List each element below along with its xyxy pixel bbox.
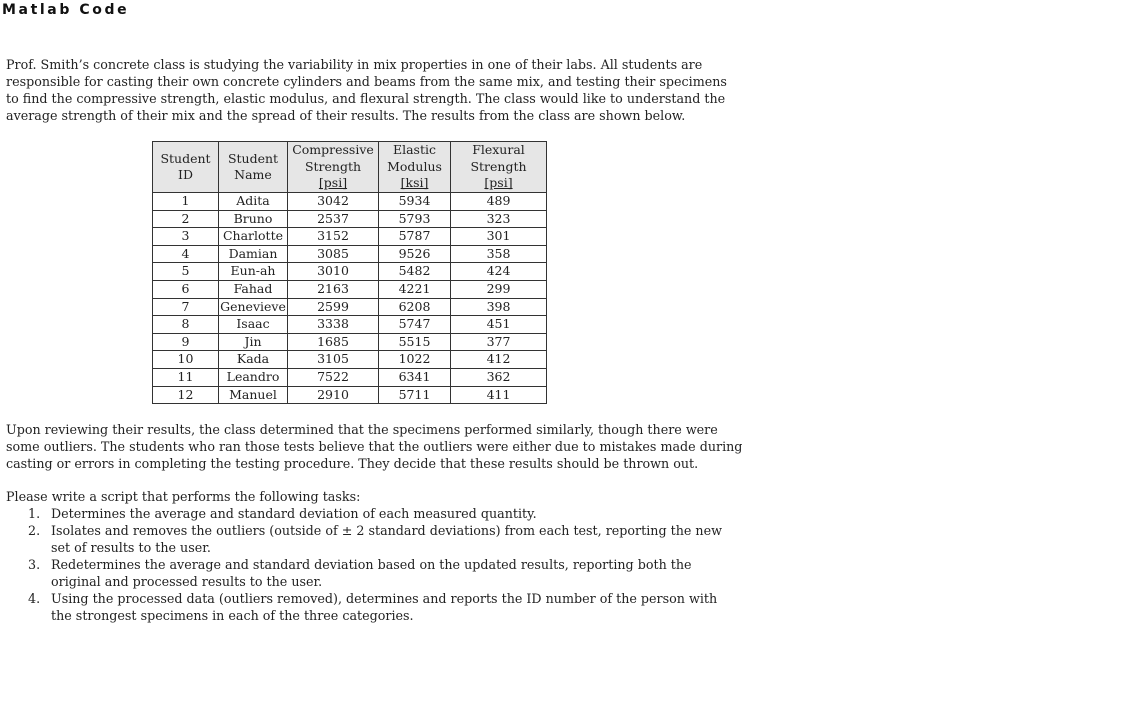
cell-flexural-strength: 398: [451, 298, 547, 316]
cell-compressive-strength: 3042: [288, 193, 379, 211]
header-student-name: Student Name: [219, 142, 288, 193]
intro-line: average strength of their mix and the spread of their results. The results from the class are shown below.: [6, 108, 686, 123]
task-item: [28, 522, 722, 556]
cell-compressive-strength: 2163: [288, 280, 379, 298]
cell-flexural-strength: 323: [451, 210, 547, 228]
cell-student-id: 9: [153, 333, 219, 351]
intro-line: to find the compressive strength, elastic modulus, and flexural strength. The class would like to understand the: [6, 91, 726, 106]
table-body: [153, 193, 547, 404]
cell-flexural-strength: 412: [451, 351, 547, 369]
cell-student-id: 5: [153, 263, 219, 281]
cell-student-name: Genevieve: [219, 298, 288, 316]
cell-elastic-modulus: 5711: [379, 386, 451, 404]
task-number: 1.: [28, 506, 41, 521]
cell-student-id: 3: [153, 228, 219, 246]
cell-compressive-strength: 3338: [288, 316, 379, 334]
cell-compressive-strength: 1685: [288, 333, 379, 351]
task-line: Determines the average and standard deviation of each measured quantity.: [51, 506, 537, 521]
table-row: [153, 245, 547, 263]
cell-student-name: Charlotte: [219, 228, 288, 246]
cell-flexural-strength: 411: [451, 386, 547, 404]
cell-student-name: Isaac: [219, 316, 288, 334]
task-number: 4.: [28, 591, 41, 606]
cell-elastic-modulus: 5747: [379, 316, 451, 334]
header-unit: [psi]: [318, 175, 348, 191]
cell-student-id: 10: [153, 351, 219, 369]
task-line: Redetermines the average and standard deviation based on the updated results, reporting both the: [51, 557, 692, 572]
task-number: 3.: [28, 557, 41, 572]
cell-student-id: 1: [153, 193, 219, 211]
cell-student-name: Eun-ah: [219, 263, 288, 281]
review-paragraph: [6, 421, 742, 472]
header-unit: [ksi]: [400, 175, 429, 191]
cell-student-name: Leandro: [219, 368, 288, 386]
cell-student-id: 7: [153, 298, 219, 316]
task-number: 2.: [28, 523, 41, 538]
cell-flexural-strength: 489: [451, 193, 547, 211]
cell-student-id: 8: [153, 316, 219, 334]
cell-student-name: Kada: [219, 351, 288, 369]
cell-elastic-modulus: 1022: [379, 351, 451, 369]
cell-compressive-strength: 3085: [288, 245, 379, 263]
task-line: Using the processed data (outliers removed), determines and reports the ID number of the person with: [51, 591, 718, 606]
cell-student-id: 12: [153, 386, 219, 404]
header-flexural-strength: Flexural Strength [psi]: [451, 142, 547, 193]
table-row: [153, 333, 547, 351]
task-text: [51, 522, 722, 556]
cell-elastic-modulus: 5793: [379, 210, 451, 228]
cell-flexural-strength: 377: [451, 333, 547, 351]
cell-elastic-modulus: 9526: [379, 245, 451, 263]
table-row: [153, 386, 547, 404]
cell-elastic-modulus: 6208: [379, 298, 451, 316]
table-row: [153, 351, 547, 369]
task-list: [28, 505, 722, 624]
tasks-intro: Please write a script that performs the following tasks:: [6, 489, 361, 504]
review-line: Upon reviewing their results, the class determined that the specimens performed similarly, though there were: [6, 422, 718, 437]
cell-compressive-strength: 7522: [288, 368, 379, 386]
review-line: some outliers. The students who ran those tests believe that the outliers were either due to mistakes made during: [6, 439, 743, 454]
table-row: [153, 368, 547, 386]
task-line: original and processed results to the user.: [51, 574, 323, 589]
task-line: Isolates and removes the outliers (outside of ± 2 standard deviations) from each test, reporting the new: [51, 523, 722, 538]
task-item: [28, 505, 722, 522]
cell-student-name: Jin: [219, 333, 288, 351]
results-table: [152, 141, 547, 404]
table-row: [153, 263, 547, 281]
review-line: casting or errors in completing the testing procedure. They decide that these results should be thrown out.: [6, 456, 699, 471]
table-row: [153, 280, 547, 298]
cell-flexural-strength: 424: [451, 263, 547, 281]
cell-student-name: Bruno: [219, 210, 288, 228]
table-row: [153, 210, 547, 228]
intro-paragraph: [6, 56, 727, 124]
table-row: [153, 298, 547, 316]
cell-flexural-strength: 451: [451, 316, 547, 334]
cell-student-id: 2: [153, 210, 219, 228]
task-text: [51, 556, 692, 590]
table-row: [153, 316, 547, 334]
cell-student-id: 4: [153, 245, 219, 263]
task-line: set of results to the user.: [51, 540, 211, 555]
task-line: the strongest specimens in each of the three categories.: [51, 608, 414, 623]
header-unit: [psi]: [484, 175, 513, 191]
task-item: [28, 590, 722, 624]
table-header-row: [153, 142, 547, 193]
intro-line: Prof. Smith’s concrete class is studying the variability in mix properties in one of their labs. All students are: [6, 57, 703, 72]
cell-flexural-strength: 358: [451, 245, 547, 263]
cell-compressive-strength: 3010: [288, 263, 379, 281]
task-text: [51, 505, 537, 522]
cell-elastic-modulus: 5482: [379, 263, 451, 281]
intro-line: responsible for casting their own concrete cylinders and beams from the same mix, and testing their specimens: [6, 74, 727, 89]
header-compressive-strength: Compressive Strength [psi]: [288, 142, 379, 193]
task-item: [28, 556, 722, 590]
cell-compressive-strength: 2599: [288, 298, 379, 316]
cell-elastic-modulus: 6341: [379, 368, 451, 386]
cell-compressive-strength: 3152: [288, 228, 379, 246]
cell-student-id: 11: [153, 368, 219, 386]
cell-compressive-strength: 2910: [288, 386, 379, 404]
table-row: [153, 193, 547, 211]
cell-compressive-strength: 3105: [288, 351, 379, 369]
cell-flexural-strength: 362: [451, 368, 547, 386]
cell-elastic-modulus: 5787: [379, 228, 451, 246]
cell-flexural-strength: 299: [451, 280, 547, 298]
cell-elastic-modulus: 5515: [379, 333, 451, 351]
cell-elastic-modulus: 5934: [379, 193, 451, 211]
task-text: [51, 590, 717, 624]
cell-compressive-strength: 2537: [288, 210, 379, 228]
cell-student-id: 6: [153, 280, 219, 298]
cell-flexural-strength: 301: [451, 228, 547, 246]
table-row: [153, 228, 547, 246]
cell-student-name: Manuel: [219, 386, 288, 404]
cell-elastic-modulus: 4221: [379, 280, 451, 298]
header-student-id: Student ID: [153, 142, 219, 193]
cell-student-name: Damian: [219, 245, 288, 263]
cell-student-name: Adita: [219, 193, 288, 211]
cell-student-name: Fahad: [219, 280, 288, 298]
page-title: Matlab Code: [2, 2, 130, 18]
header-elastic-modulus: Elastic Modulus [ksi]: [379, 142, 451, 193]
